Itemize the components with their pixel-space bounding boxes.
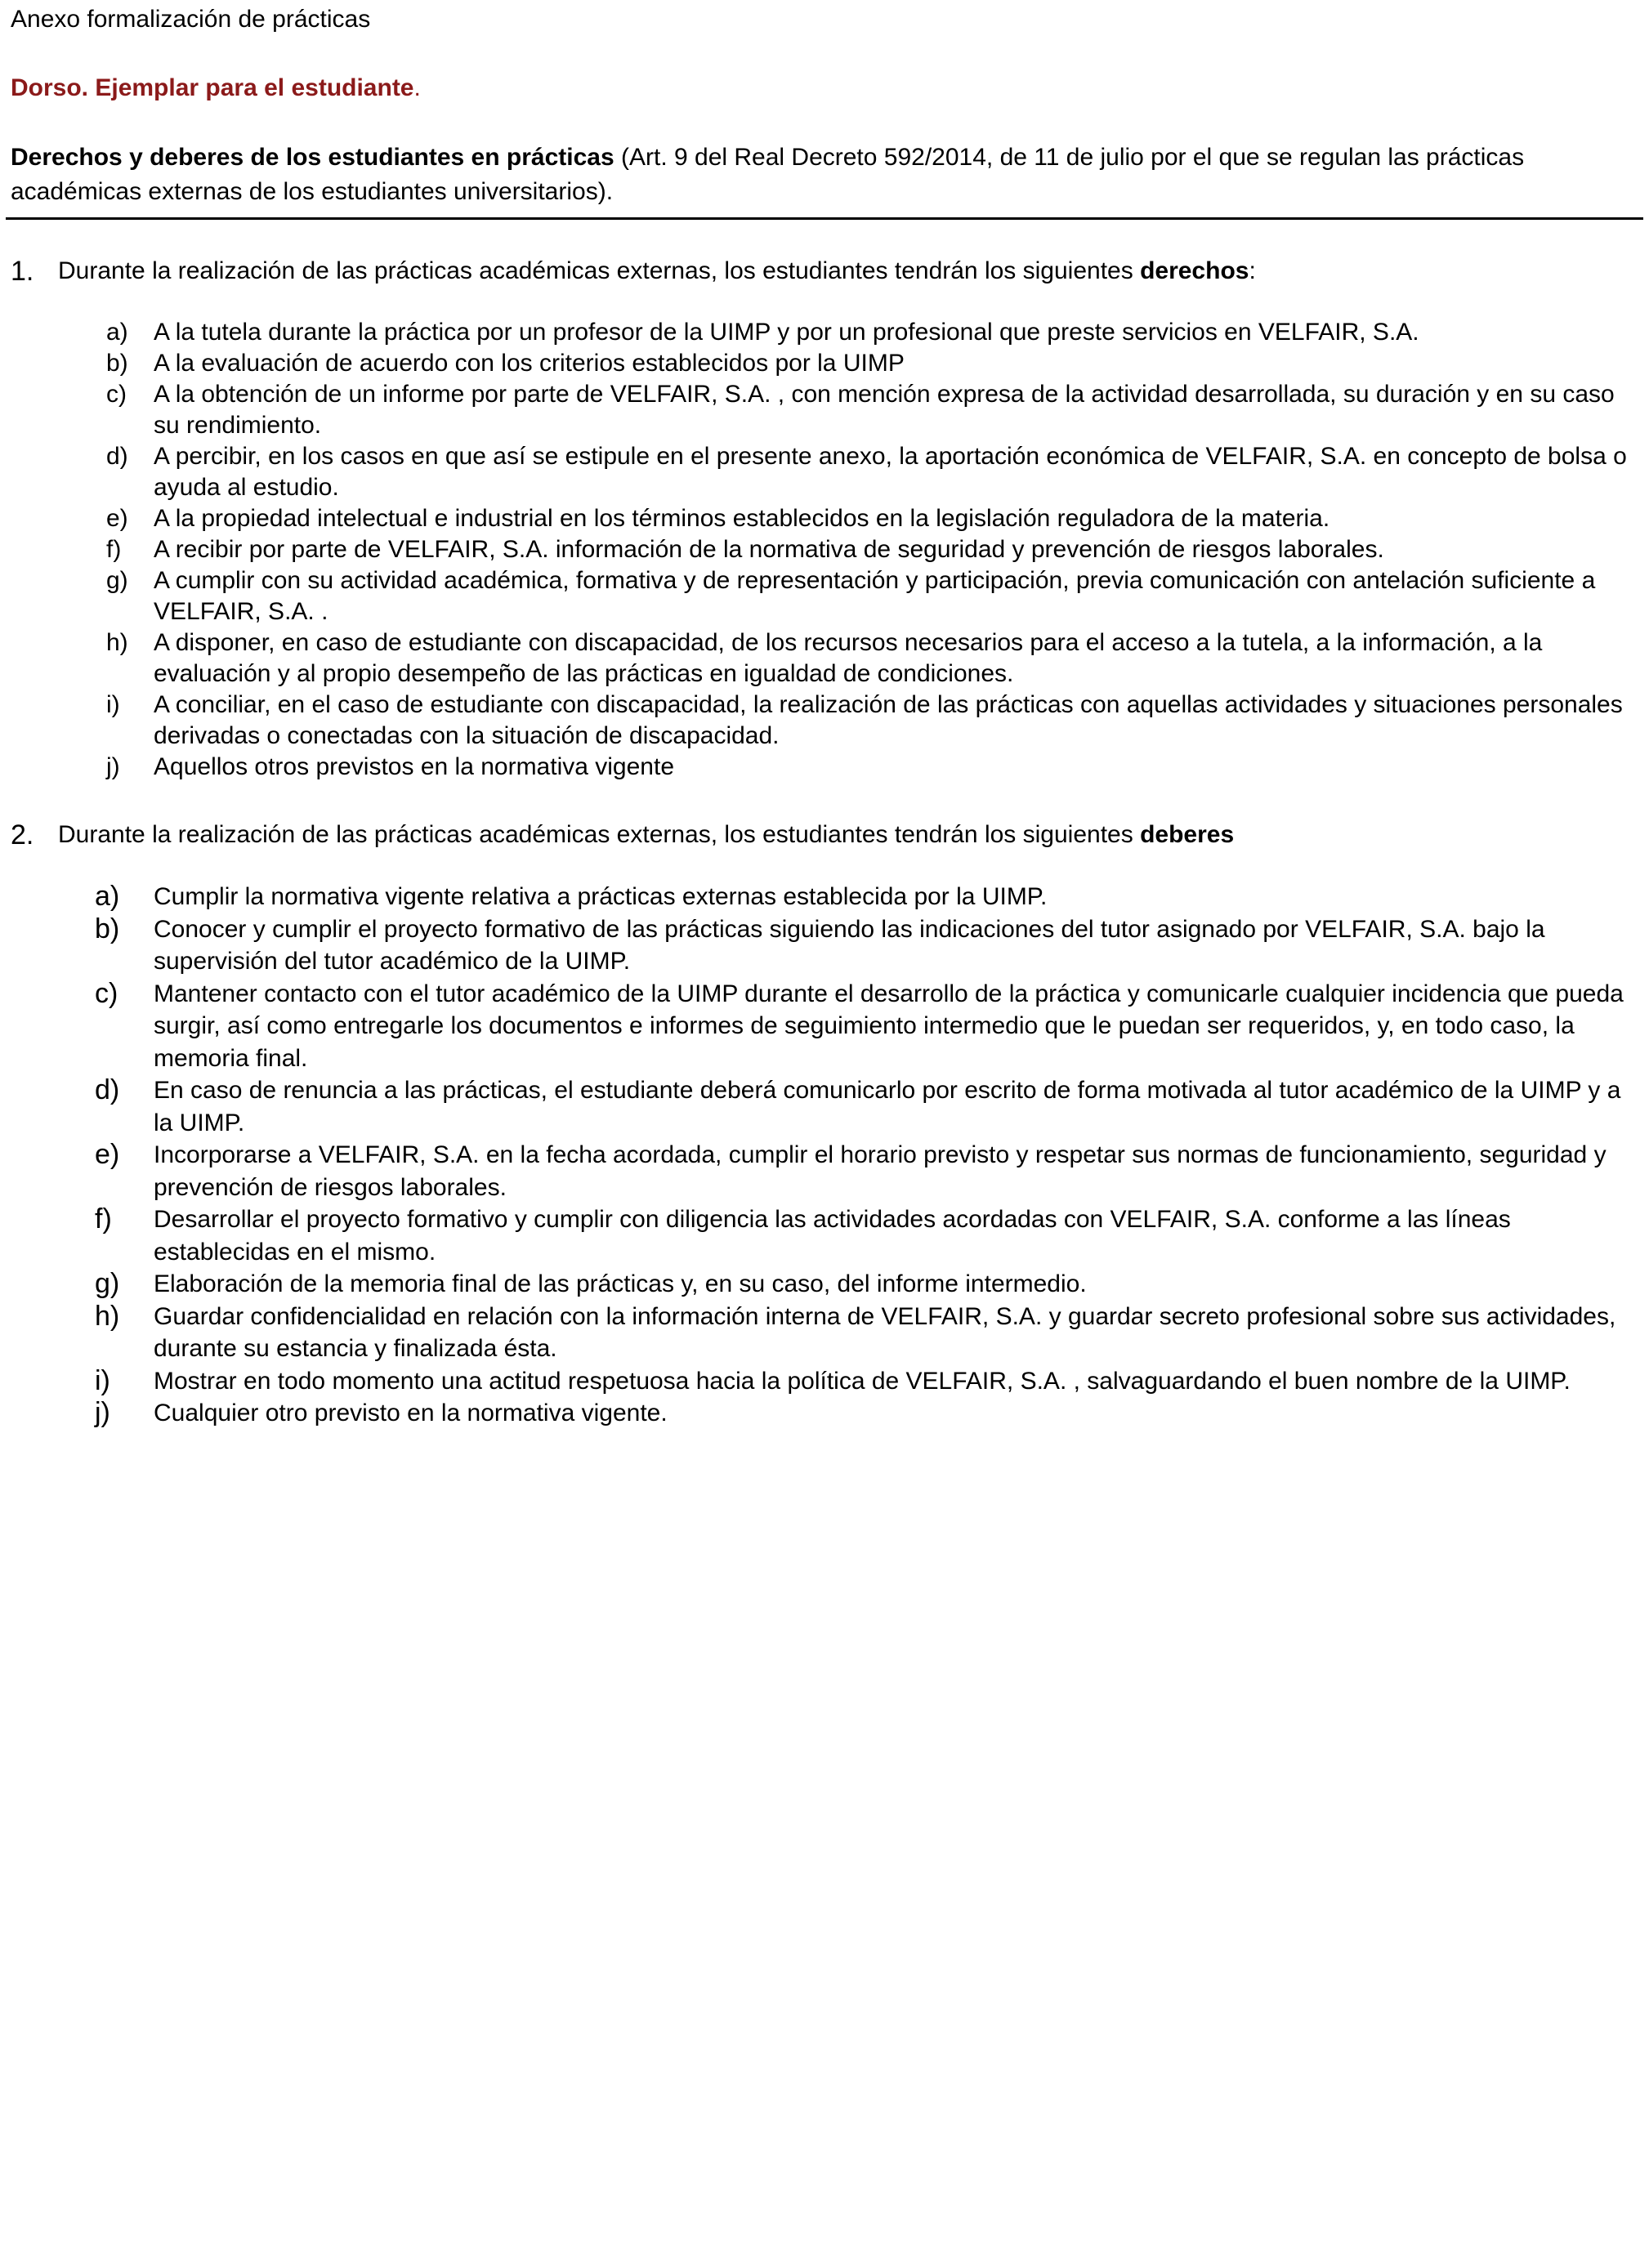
section-heading	[11, 255, 1641, 288]
list-item	[11, 881, 1641, 913]
dorso-label	[11, 72, 421, 105]
list-item-text: A disponer, en caso de estudiante con discapacidad, de los recursos necesarios para el acceso a la tutela, a la información, a la evaluación y al propio desempeño de las prácticas en igualdad de condiciones.	[154, 629, 1543, 687]
list-item-text: A cumplir con su actividad académica, formativa y de representación y participación, previa comunicación con antelación suficiente a VELFAIR, S.A. .	[154, 567, 1596, 625]
list-item-text: Incorporarse a VELFAIR, S.A. en la fecha acordada, cumplir el horario previsto y respetar sus normas de funcionamiento, seguridad y prevención de riesgos laborales.	[154, 1141, 1607, 1201]
list-item-letter: a)	[106, 319, 128, 346]
list-item-text: A recibir por parte de VELFAIR, S.A. información de la normativa de seguridad y prevención de riesgos laborales.	[154, 536, 1384, 563]
list-item-letter: g)	[95, 1268, 120, 1299]
list-item-letter: f)	[95, 1203, 112, 1234]
list-item-letter: c)	[95, 977, 118, 1009]
list-item-text: Cualquier otro previsto en la normativa vigente.	[154, 1400, 668, 1426]
list-item	[11, 690, 1641, 752]
duties-list	[11, 881, 1641, 1430]
list-item-letter: c)	[106, 381, 127, 408]
section-heading-post: :	[1249, 257, 1256, 284]
list-item	[11, 1301, 1641, 1365]
list-item-letter: g)	[106, 567, 128, 594]
list-item-text: A percibir, en los casos en que así se estipule en el presente anexo, la aportación económica de VELFAIR, S.A. en concepto de bolsa o ayuda al estudio.	[154, 443, 1627, 501]
list-item-letter: e)	[106, 505, 128, 532]
section-heading	[11, 819, 1641, 851]
list-item	[11, 441, 1641, 503]
list-item	[11, 379, 1641, 441]
list-item-text: Guardar confidencialidad en relación con la información interna de VELFAIR, S.A. y guardar secreto profesional sobre sus actividades, durante su estancia y finalizada ésta.	[154, 1302, 1616, 1362]
list-item	[11, 1203, 1641, 1268]
list-item-text: Cumplir la normativa vigente relativa a prácticas externas establecida por la UIMP.	[154, 883, 1048, 910]
list-item-letter: b)	[95, 913, 120, 944]
document-title: Anexo formalización de prácticas	[11, 6, 371, 33]
list-item-letter: f)	[106, 536, 122, 563]
list-item-text: A la tutela durante la práctica por un profesor de la UIMP y por un profesional que preste servicios en VELFAIR, S.A.	[154, 319, 1419, 346]
list-item-text: Conocer y cumplir el proyecto formativo de las prácticas siguiendo las indicaciones del tutor asignado por VELFAIR, S.A. bajo la supervisión del tutor académico de la UIMP.	[154, 915, 1545, 975]
list-item	[11, 913, 1641, 978]
dorso-label-dot: .	[413, 74, 421, 101]
intro-rest: (Art. 9 del Real Decreto 592/2014, de 11 de julio por el que se regulan las prácticas académicas externas de los estudiantes universitarios).	[11, 144, 1525, 205]
list-item-text: En caso de renuncia a las prácticas, el estudiante deberá comunicarlo por escrito de forma motivada al tutor académico de la UIMP y a la UIMP.	[154, 1077, 1621, 1136]
list-item-text: Aquellos otros previstos en la normativa vigente	[154, 753, 675, 780]
section-number: 1.	[11, 256, 34, 287]
list-item-text: A la evaluación de acuerdo con los criterios establecidos por la UIMP	[154, 350, 905, 377]
list-item	[11, 565, 1641, 627]
rights-list	[11, 317, 1641, 783]
list-item-letter: j)	[106, 753, 120, 780]
list-item-text: Mostrar en todo momento una actitud respetuosa hacia la política de VELFAIR, S.A. , salvaguardando el buen nombre de la UIMP.	[154, 1367, 1571, 1395]
list-item-text: A conciliar, en el caso de estudiante con discapacidad, la realización de las prácticas con aquellas actividades y situaciones personales derivadas o conectadas con la situación de discapacidad.	[154, 691, 1623, 749]
list-item	[11, 1139, 1641, 1203]
intro-bold: Derechos y deberes de los estudiantes en prácticas	[11, 144, 614, 171]
list-item-letter: a)	[95, 881, 120, 912]
list-item-letter: i)	[106, 691, 120, 718]
list-item-text: A la propiedad intelectual e industrial en los términos establecidos en la legislación reguladora de la materia.	[154, 505, 1330, 532]
list-item	[11, 1268, 1641, 1301]
section-heading-text: Durante la realización de las prácticas académicas externas, los estudiantes tendrán los siguientes	[58, 257, 1141, 284]
horizontal-rule	[6, 217, 1643, 220]
dorso-label-text: Dorso. Ejemplar para el estudiante	[11, 74, 414, 101]
list-item	[11, 503, 1641, 534]
intro-paragraph	[11, 141, 1637, 209]
list-item-letter: d)	[95, 1074, 120, 1105]
section-heading-bold: deberes	[1140, 821, 1235, 848]
list-item-text: Desarrollar el proyecto formativo y cumplir con diligencia las actividades acordadas con VELFAIR, S.A. conforme a las líneas establecidas en el mismo.	[154, 1206, 1511, 1266]
list-item	[11, 1074, 1641, 1139]
section-heading-bold: derechos	[1140, 257, 1249, 284]
list-item-letter: e)	[95, 1139, 120, 1170]
list-item-letter: h)	[95, 1300, 120, 1332]
section-number: 2.	[11, 819, 34, 850]
list-item	[11, 978, 1641, 1075]
list-item	[11, 1397, 1641, 1430]
list-item-text: Elaboración de la memoria final de las prácticas y, en su caso, del informe intermedio.	[154, 1270, 1087, 1297]
list-item-letter: h)	[106, 629, 128, 656]
section-rights	[11, 255, 1641, 783]
list-item-text: A la obtención de un informe por parte de VELFAIR, S.A. , con mención expresa de la actividad desarrollada, su duración y en su caso su rendimiento.	[154, 381, 1615, 439]
section-duties	[11, 819, 1641, 1430]
list-item	[11, 627, 1641, 690]
list-item	[11, 348, 1641, 379]
section-heading-text: Durante la realización de las prácticas académicas externas, los estudiantes tendrán los siguientes	[58, 821, 1141, 848]
list-item-letter: j)	[95, 1397, 110, 1428]
list-item	[11, 1365, 1641, 1398]
list-item	[11, 752, 1641, 783]
list-item-letter: i)	[95, 1364, 110, 1396]
list-item	[11, 534, 1641, 565]
list-item-letter: b)	[106, 350, 128, 377]
list-item	[11, 317, 1641, 348]
list-item-letter: d)	[106, 443, 128, 470]
list-item-text: Mantener contacto con el tutor académico de la UIMP durante el desarrollo de la práctica y comunicarle cualquier incidencia que pueda surgir, así como entregarle los documentos e informes de seguimiento intermedio que le puedan ser requeridos, y, en todo caso, la memoria final.	[154, 980, 1624, 1072]
